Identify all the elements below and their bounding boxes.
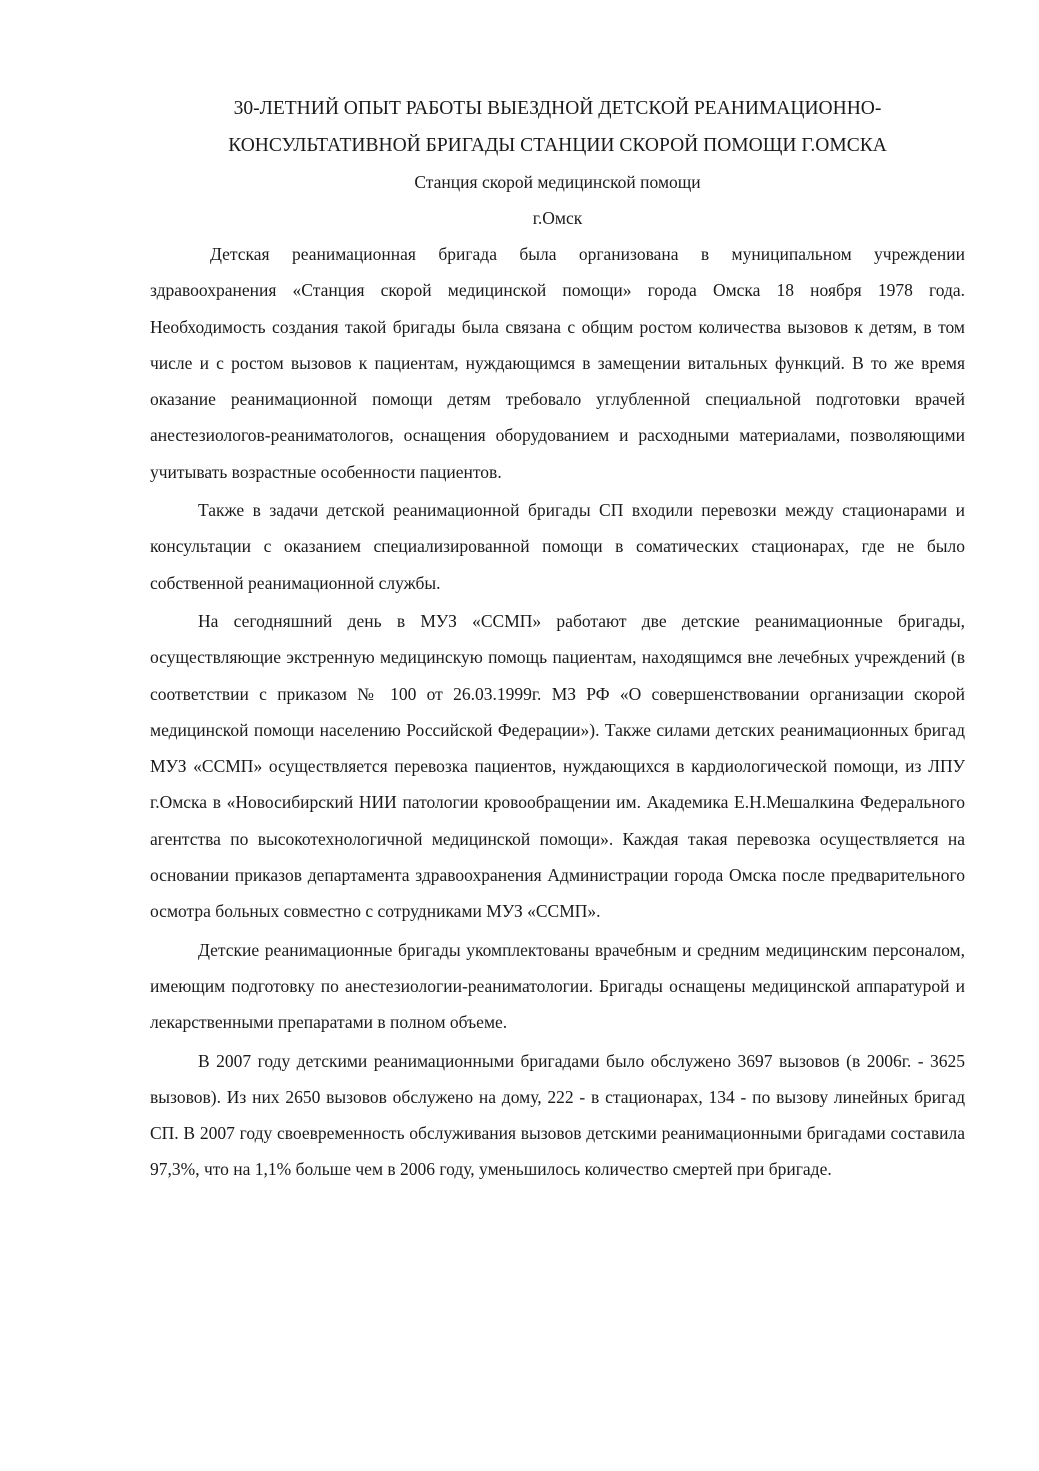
organization-city: г.Омск xyxy=(532,208,583,228)
document-title xyxy=(150,90,965,164)
paragraph-1: Детская реанимационная бригада была организована в муниципальном учреждении здравоохранения «Станция скорой медицинской помощи» города Омска 18 ноября 1978 года. Необходимость создания такой бригады была связана с общим ростом количества вызовов к детям, в том числе и с ростом вызовов к пациентам, нуждающимся в замещении витальных функций. В то же время оказание реанимационной помощи детям требовало углубленной специальной подготовки врачей анестезиологов-реаниматологов, оснащения оборудованием и расходными материалами, позволяющими учитывать возрастные особенности пациентов. xyxy=(150,244,965,482)
organization-name: Станция скорой медицинской помощи xyxy=(414,172,701,192)
paragraph-4: Детские реанимационные бригады укомплектованы врачебным и средним медицинским персоналом, имеющим подготовку по анестезиологии-реаниматологии. Бригады оснащены медицинской аппаратурой и лекарственными препаратами в полном объеме. xyxy=(150,939,965,1033)
paragraph-3: На сегодняшний день в МУЗ «ССМП» работают две детские реанимационные бригады, осуществляющие экстренную медицинскую помощь пациентам, находящимся вне лечебных учреждений (в соответствии с приказом № 100 от 26.03.1999г. МЗ РФ «О совершенствовании организации скорой медицинской помощи населению Российской Федерации»). Также силами детских реанимационных бригад МУЗ «ССМП» осуществляется перевозка пациентов, нуждающихся в кардиологической помощи, из ЛПУ г.Омска в «Новосибирский НИИ патологии кровообращении им. Академика Е.Н.Мешалкина Федерального агентства по высокотехнологичной медицинской помощи». Каждая такая перевозка осуществляется на основании приказов департамента здравоохранения Администрации города Омска после предварительного осмотра больных совместно с сотрудниками МУЗ «ССМП». xyxy=(150,610,965,922)
paragraph-5: В 2007 году детскими реанимационными бригадами было обслужено 3697 вызовов (в 2006г. - 3625 вызовов). Из них 2650 вызовов обслужено на дому, 222 - в стационарах, 134 - по вызову линейных бригад СП. В 2007 году своевременность обслуживания вызовов детскими реанимационными бригадами составила 97,3%, что на 1,1% больше чем в 2006 году, уменьшилось количество смертей при бригаде. xyxy=(150,1050,965,1180)
organization-block xyxy=(150,164,965,236)
title-line-2: КОНСУЛЬТАТИВНОЙ БРИГАДЫ СТАНЦИИ СКОРОЙ ПОМОЩИ Г.ОМСКА xyxy=(228,135,887,156)
document-page xyxy=(150,90,965,1190)
title-line-1: 30-ЛЕТНИЙ ОПЫТ РАБОТЫ ВЫЕЗДНОЙ ДЕТСКОЙ РЕАНИМАЦИОННО- xyxy=(233,98,882,119)
paragraph-2: Также в задачи детской реанимационной бригады СП входили перевозки между стационарами и консультации с оказанием специализированной помощи в соматических стационарах, где не было собственной реанимационной службы. xyxy=(150,500,965,593)
